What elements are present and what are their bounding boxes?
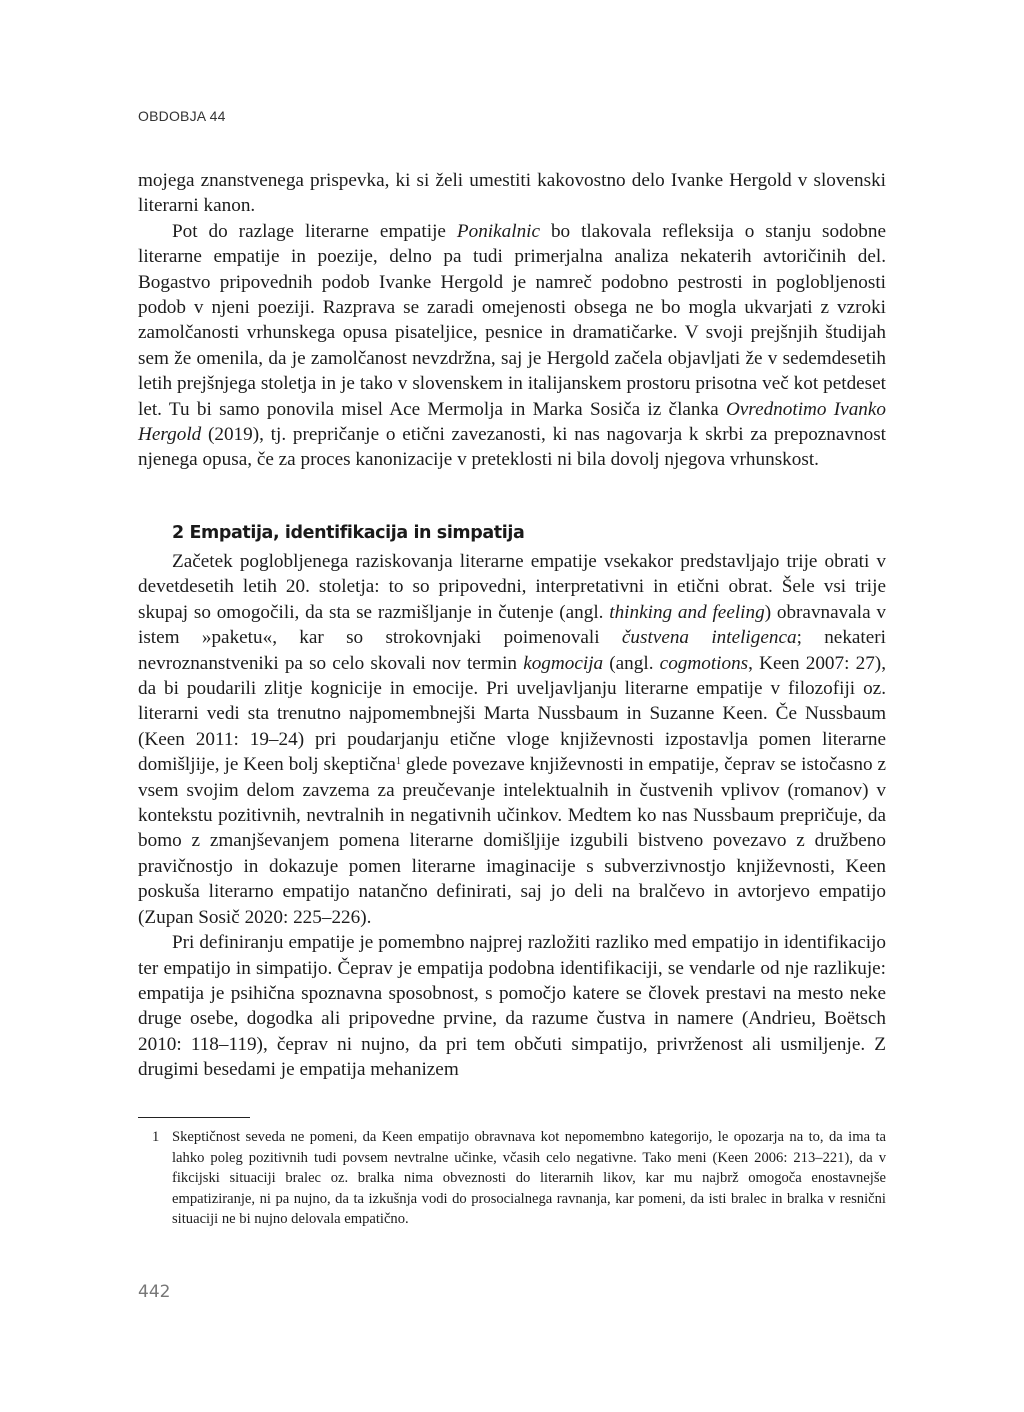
section-heading: 2 Empatija, identifikacija in simpatija [172, 523, 525, 543]
italic-term: thinking and feeling [609, 601, 765, 623]
italic-term: čustvena inteligenca [621, 627, 797, 649]
footnotes [138, 1127, 886, 1230]
footnote [138, 1127, 886, 1230]
paragraph [138, 219, 886, 473]
body-text-block [138, 168, 886, 473]
italic-term: cogmotions [659, 652, 749, 674]
text-run: ) obravnavala v istem »paketu«, kar so strokovnjaki poimenovali [138, 601, 886, 649]
paragraph: mojega znanstvenega prispevka, ki si želi umestiti kakovostno delo Ivanke Hergold v slovenski literarni kanon. [138, 170, 886, 217]
body-text-block [138, 549, 886, 1083]
text-run: bo tlakovala refleksija o stanju sodobne literarne empatije in poezije, delno pa tudi primerjalna analiza nekaterih avtoričinih del. Bogastvo pripovednih podob Ivanke Hergold je namreč podobno pestrosti in poglobljenosti podob v njeni poeziji. Razprava se zaradi omejenosti obsega ne bo mogla ukvarjati z vzroki zamolčanosti vrhunskega opusa pisateljice, pesnice in dramatičarke. V svoji prejšnjih študijah sem že omenila, da je zamolčanost nevzdržna, saj je Hergold začela objavljati že v sedemdesetih letih prejšnjega stoletja in je tako v slovenskem in italijanskem prostoru prisotna več kot petdeset let. Tu bi samo ponovila misel Ace Mermolja in Marka Sosiča iz članka [138, 220, 886, 420]
text-run: (2019), tj. prepričanje o etični zavezanosti, ki nas nagovarja k skrbi za prepoznavnost njenega opusa, če za proces kanonizacije v preteklosti ni bila dovolj njegova vrhunskost. [138, 424, 886, 471]
text-run: glede povezave književnosti in empatije, čeprav se istočasno z vsem svojim delom zavzema za preučevanje intelektualnih in čustvenih vplivov (romanov) v kontekstu pozitivnih, nevtralnih in negativnih učinkov. Medtem ko nas Nussbaum prepričuje, da bomo z zmanjševanjem pomena literarne domišljije izgubili bistveno povezavo z družbeno pravičnostjo in dokazuje pomen literarne imaginacije s subverzivnostjo književnosti, Keen poskuša literarno empatijo natančno definirati, saj jo deli na bralčevo in avtorjevo empatijo (Zupan Sosič 2020: 225–226). [138, 754, 887, 928]
paragraph: Pri definiranju empatije je pomembno najprej razložiti razliko med empatijo in identifikacijo ter empatijo in simpatijo. Čeprav je empatija podobna identifikaciji, se vendarle od nje razlikuje: empatija je psihična spoznavna sposobnost, s pomočjo katere se človek prestavi na mesto neke druge osebe, dogodka ali pripovedne prvine, da razume čustva in namere (Andrieu, Boëtsch 2010: 118–119), čeprav ni nujno, da pri tem občuti simpatijo, privrženost ali usmiljenje. Z drugimi besedami je empatija mehanizem [138, 932, 886, 1081]
text-run: , Keen 2007: 27), da bi poudarili zlitje kognicije in emocije. Pri uveljavljanju literarne empatije v filozofiji oz. literarni vedi sta trenutno najpomembnejši Marta Nussbaum in Suzanne Keen. Če Nussbaum (Keen 2011: 19–24) pri poudarjanju etične vloge književnosti izpostavlja pomen literarne domišljije, je Keen bolj skeptična [138, 652, 886, 776]
italic-title: Ponikalnic [456, 220, 541, 242]
running-head: OBDOBJA 44 [138, 108, 226, 124]
italic-title: Ovrednotimo Ivanko Hergold [138, 398, 886, 446]
text-run: Pot do razlage literarne empatije [172, 220, 457, 242]
footnote-separator [138, 1117, 250, 1118]
page-number: 442 [138, 1282, 171, 1302]
footnote-reference[interactable]: 1 [395, 756, 401, 768]
footnote-text: Skeptičnost seveda ne pomeni, da Keen empatijo obravnava kot nepomembno kategorijo, le opozarja na to, da ima ta lahko poleg pozitivnih tudi povsem nevtralne učinke, včasih celo negativne. Tako meni (Keen 2006: 213–221), da v fikcijski situaciji bralec oz. bralka nima obveznosti do literarnih likov, kar mu najbrž omogoča enostavnejše empatiziranje, ni pa nujno, da ta izkušnja vodi do prosocialnega ravnanja, kar pomeni, da isti bralec in bralka v resnični situaciji ne bi nujno delovala empatično. [172, 1129, 886, 1228]
text-run: ; nekateri nevroznanstveniki pa so celo skovali nov termin [138, 627, 886, 674]
footnote-number: 1 [152, 1129, 160, 1145]
paragraph [138, 549, 886, 930]
italic-term: kogmocija [523, 652, 604, 674]
text-run: Začetek poglobljenega raziskovanja literarne empatije vsekakor predstavljajo trije obrati v devetdesetih letih 20. stoletja: to so pripovedni, interpretativni in etični obrat. Šele vsi trije skupaj so omogočili, da sta se razmišljanje in čutenje (angl. [138, 551, 886, 623]
text-run: (angl. [603, 652, 660, 674]
